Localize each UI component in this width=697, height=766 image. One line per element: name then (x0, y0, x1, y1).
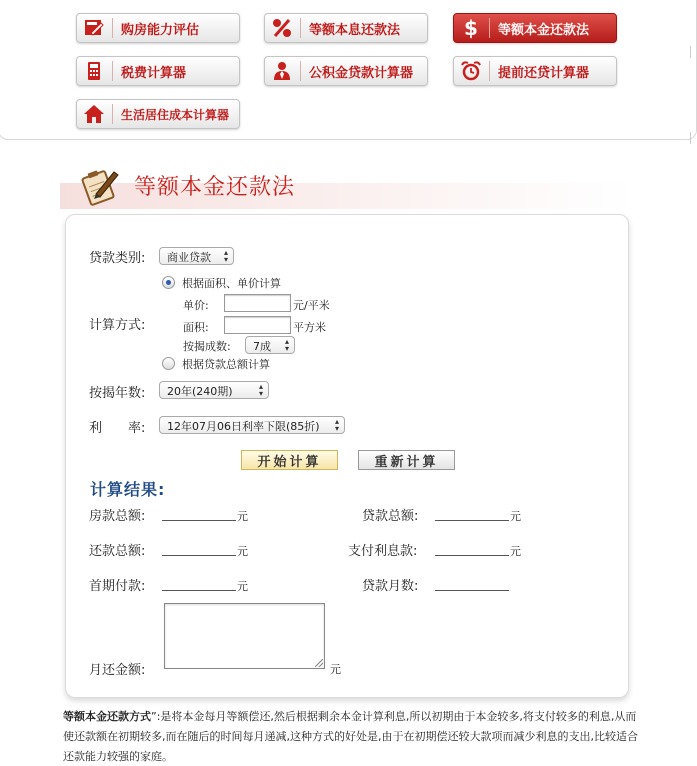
area-unit: 平方米 (293, 321, 326, 334)
select-arrows-icon: ▴ ▾ (284, 337, 289, 353)
radio-by-total[interactable] (162, 357, 175, 370)
nav-house-affordability[interactable] (76, 13, 240, 43)
reset-button[interactable]: 重新计算 (358, 450, 455, 470)
nav-label: 公积金贷款计算器 (309, 65, 414, 81)
nav-tax-calculator[interactable] (76, 56, 240, 86)
calc-method-label: 计算方式: (89, 318, 146, 333)
select-arrows-icon: ▴ ▾ (334, 417, 339, 433)
nav-label: 等额本息还款法 (309, 22, 401, 38)
unit-price-label: 单价: (183, 299, 209, 312)
dollar-icon (460, 17, 482, 39)
house-total-label: 房款总额: (89, 509, 146, 524)
repay-total-field (162, 555, 236, 556)
loan-months-field (435, 590, 509, 591)
home-icon (83, 103, 105, 125)
nav-label: 购房能力评估 (121, 22, 200, 38)
unit-yuan: 元 (510, 510, 521, 523)
nav-label: 生活居住成本计算器 (121, 107, 230, 122)
select-arrows-icon: ▴ ▾ (258, 382, 263, 398)
nav-label: 税费计算器 (121, 65, 187, 81)
unit-price-input[interactable] (224, 294, 291, 312)
rate-select[interactable]: 12年07月06日利率下限(85折) ▴ ▾ (159, 416, 345, 434)
area-input[interactable] (224, 316, 291, 334)
unit-yuan: 元 (330, 663, 341, 676)
loan-months-label: 贷款月数: (362, 579, 419, 594)
interest-total-label: 支付利息款: (348, 544, 418, 559)
loan-total-field (435, 520, 509, 521)
mortgage-ratio-label: 按揭成数: (183, 340, 231, 353)
house-pen-icon (83, 17, 105, 39)
calculator-panel (65, 214, 629, 698)
area-label: 面积: (183, 321, 209, 334)
nav-equal-installment[interactable] (264, 13, 428, 43)
unit-yuan: 元 (237, 580, 248, 593)
nav-label: 提前还贷计算器 (498, 65, 590, 81)
alarm-clock-icon (460, 60, 482, 82)
percent-icon (271, 17, 293, 39)
loan-type-select[interactable]: 商业贷款 ▴ ▾ (159, 247, 234, 265)
years-label: 按揭年数: (89, 386, 146, 401)
person-icon (271, 60, 293, 82)
unit-yuan: 元 (510, 545, 521, 558)
nav-label: 等额本金还款法 (498, 22, 590, 38)
house-total-field (162, 520, 236, 521)
page-title: 等额本金还款法 (134, 175, 296, 200)
result-title: 计算结果: (90, 480, 166, 499)
calculator-icon (83, 60, 105, 82)
loan-total-label: 贷款总额: (362, 509, 419, 524)
years-select[interactable]: 20年(240期) ▴ ▾ (159, 381, 269, 399)
nav-living-cost[interactable] (76, 99, 240, 129)
radio-by-area[interactable] (162, 276, 175, 289)
select-arrows-icon: ▴ ▾ (223, 248, 228, 264)
option-total-label: 根据贷款总额计算 (182, 358, 270, 371)
scroll-marker (690, 132, 694, 144)
method-description (63, 707, 643, 766)
option-area-label: 根据面积、单价计算 (182, 277, 281, 290)
nav-prepayment[interactable] (453, 56, 617, 86)
svg-text:$: $ (464, 17, 478, 39)
description-term: 等额本金还款方式 (63, 710, 151, 723)
nav-provident-fund[interactable] (264, 56, 428, 86)
nav-equal-principal[interactable] (453, 13, 617, 43)
scroll-marker (690, 46, 694, 58)
resize-grip-icon[interactable] (315, 659, 323, 667)
clipboard-pen-icon (78, 166, 122, 209)
repay-total-label: 还款总额: (89, 544, 146, 559)
monthly-payment-label: 月还金额: (89, 663, 146, 678)
unit-yuan: 元 (237, 510, 248, 523)
down-payment-field (162, 590, 236, 591)
loan-type-label: 贷款类别: (89, 251, 146, 266)
mortgage-ratio-select[interactable]: 7成 ▴ ▾ (245, 336, 295, 354)
interest-total-field (435, 555, 509, 556)
unit-price-unit: 元/平米 (293, 299, 330, 312)
description-text: ”:是将本金每月等额偿还,然后根据剩余本金计算利息,所以初期由于本金较多,将支付较多的利息,从而使还款额在初期较多,而在随后的时间每月递减,这种方式的好处是,由于在初期偿还较大款项而减少利息的支出,比较适合还款能力较强的家庭。 (63, 710, 638, 763)
monthly-payment-textarea[interactable] (164, 603, 325, 669)
rate-label: 利 率: (89, 421, 146, 436)
unit-yuan: 元 (237, 545, 248, 558)
calculate-button[interactable]: 开始计算 (241, 450, 338, 470)
down-payment-label: 首期付款: (89, 579, 146, 594)
